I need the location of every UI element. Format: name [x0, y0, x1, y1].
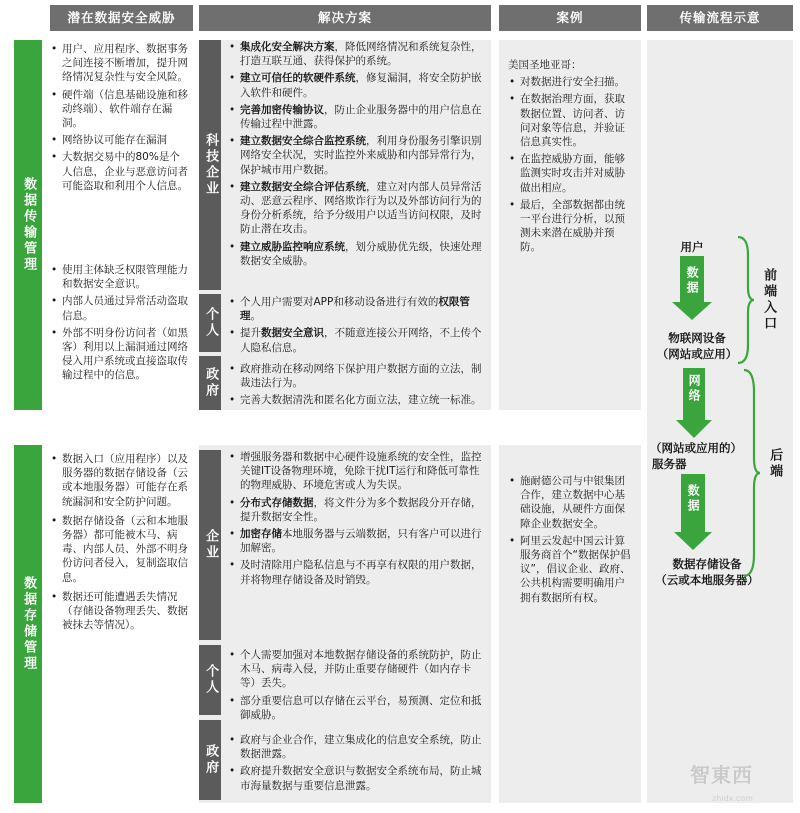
- solution-item: • 政府与企业合作，建立集成化的信息安全系统，防止数据泄露。: [228, 733, 486, 761]
- flow-panel: [647, 40, 793, 803]
- threats-transport-list-b: [50, 263, 190, 386]
- solution-item: • 建立数据安全综合监控系统，利用身份服务引擎识别网络安全状况，实时监控外来威胁和内部异常行为，保护城市用户数据。: [228, 134, 486, 177]
- solution-item: • 个人用户需要对APP和移动设备进行有效的权限管理。: [228, 295, 486, 323]
- threat-item: • 硬件端（信息基础设施和移动终端）、软件端存在漏洞。: [50, 88, 190, 131]
- actor-government-storage: 政府: [199, 720, 221, 800]
- solution-item: • 部分重要信息可以存储在云平台，易预测、定位和抵御威胁。: [228, 694, 486, 722]
- case-transport-intro: 美国圣地亚哥：: [508, 59, 582, 71]
- actor-government-transport: 政府: [199, 356, 221, 410]
- case-item: • 在监控威胁方面，能够监测实时攻击并对威胁做出相应。: [508, 152, 634, 195]
- solution-item: • 建立可信任的软硬件系统，修复漏洞，将安全防护嵌入软件和硬件。: [228, 71, 486, 99]
- case-item: • 施耐德公司与中银集团合作，建立数据中心基础设施，从硬件方面保障企业数据安全。: [508, 474, 634, 531]
- solution-item: • 分布式存储数据，将文件分为多个数据段分开存储，提升数据安全性。: [228, 496, 486, 524]
- solution-item: • 政府提升数据安全意识与数据安全系统布局，防止城市海量数据与重要信息泄露。: [228, 764, 486, 792]
- solutions-personal-storage-list: [228, 648, 486, 725]
- header-cases: 案例: [499, 5, 641, 31]
- solution-item: • 加密存储本地服务器与云端数据，只有客户可以进行加解密。: [228, 527, 486, 555]
- case-storage-block: [508, 474, 634, 608]
- solution-item: • 提升数据安全意识，不随意连接公开网络，不上传个人隐私信息。: [228, 326, 486, 354]
- threat-item: • 用户、应用程序、数据事务之间连接不断增加，提升网络情况复杂性与安全风险。: [50, 42, 190, 85]
- flow-data-2: 数据: [686, 484, 701, 514]
- solution-item: • 建立威胁监控响应系统，划分威胁优先级，快速处理数据安全威胁。: [228, 240, 486, 268]
- frontend-bracket-icon: [734, 235, 756, 365]
- actor-tech-enterprise: 科技企业: [199, 40, 221, 290]
- threat-item: • 外部不明身份访问者（如黑客）利用以上漏洞通过网络侵入用户系统或直接盗取传输过程中的信息。: [50, 326, 190, 383]
- solutions-government-storage-list: [228, 733, 486, 796]
- solutions-government-transport-list: [228, 362, 486, 411]
- header-solutions: 解决方案: [199, 5, 491, 31]
- threat-item: • 使用主体缺乏权限管理能力和数据安全意识。: [50, 263, 190, 291]
- flow-frontend-label: 前端入口: [761, 268, 777, 332]
- threat-item: • 内部人员通过异常活动盗取信息。: [50, 294, 190, 322]
- solutions-tech-enterprise-list: [228, 40, 486, 271]
- threats-storage-list: [50, 452, 190, 637]
- section-transport-label: 数据传输管理: [14, 40, 42, 410]
- threat-item: • 网络协议可能存在漏洞: [50, 133, 190, 147]
- backend-bracket-icon: [740, 368, 762, 578]
- watermark-logo: 智東西: [690, 763, 753, 787]
- solution-item: • 增强服务器和数据中心硬件设施系统的安全性，监控关键IT设备物理环境，免除干扰IT运行和降低可靠性的物理威胁、环境危害或人为失误。: [228, 450, 486, 493]
- case-item: • 阿里云发起中国云计算服务商首个“数据保护倡议”，倡议企业、政府、公共机构需要明确用户拥有数据所有权。: [508, 534, 634, 605]
- threat-item: • 大数据交易中的80%是个人信息，企业与恶意访问者可能盗取和利用个人信息。: [50, 150, 190, 193]
- section-storage-label: 数据存储管理: [14, 445, 42, 803]
- flow-network: 网络: [687, 374, 702, 404]
- case-item: • 最后，全部数据都由统一平台进行分析，以预测未来潜在威胁并预防。: [508, 198, 634, 255]
- case-item: • 在数据治理方面，获取数据位置、访问者、访问对象等信息，并验证信息真实性。: [508, 92, 634, 149]
- case-item: • 对数据进行安全扫描。: [508, 75, 634, 89]
- solutions-personal-transport-list: [228, 295, 486, 358]
- threat-item: • 数据入口（应用程序）以及服务器的数据存储设备（云或本地服务器）可能存在系统漏洞和安全防护问题。: [50, 452, 190, 509]
- solutions-enterprise-storage-list: [228, 450, 486, 590]
- flow-iot-device: 物联网设备 （网站或应用）: [656, 331, 738, 361]
- flow-user: 用户: [680, 240, 704, 254]
- threat-item: • 数据还可能遭遇丢失情况（存储设备物理丢失、数据被抹去等情况）。: [50, 590, 190, 633]
- solution-item: • 集成化安全解决方案，降低网络情况和系统复杂性，打造互联互通、获得保护的系统。: [228, 40, 486, 68]
- actor-personal-transport: 个人: [199, 294, 221, 352]
- solution-item: • 建立数据安全综合评估系统，建立对内部人员异常活动、恶意云程序、网络欺诈行为以及外部访问行为的身份分析系统，给予分级用户以适当访问权限，及时防止潜在攻击。: [228, 180, 486, 237]
- threat-item: • 数据存储设备（云和本地服务器）都可能被木马、病毒、内部人员、外部不明身份访问者侵入，复制盗取信息。: [50, 514, 190, 585]
- flow-storage-device: 数据存储设备 （云或本地服务器）: [655, 557, 759, 587]
- header-threats: 潜在数据安全威胁: [50, 5, 193, 31]
- threats-transport-list-a: [50, 42, 190, 196]
- solution-item: • 完善加密传输协议，防止企业服务器中的用户信息在传输过程中泄露。: [228, 103, 486, 131]
- watermark-sub: zhidx.com: [712, 794, 753, 803]
- flow-backend-label: 后端: [767, 448, 783, 480]
- flow-data-1: 数据: [685, 266, 700, 296]
- solution-item: • 政府推动在移动网络下保护用户数据方面的立法，制裁违法行为。: [228, 362, 486, 390]
- flow-server: （网站或应用的） 服务器: [650, 441, 742, 471]
- header-flow: 传输流程示意: [647, 5, 793, 31]
- solution-item: • 个人需要加强对本地数据存储设备的系统防护，防止木马、病毒入侵，并防止重要存储硬件（如内存卡等）丢失。: [228, 648, 486, 691]
- solution-item: • 及时清除用户隐私信息与不再享有权限的用户数据，并将物理存储设备及时销毁。: [228, 558, 486, 586]
- solution-item: • 完善大数据清洗和匿名化方面立法，建立统一标准。: [228, 393, 486, 407]
- actor-enterprise-storage: 企业: [199, 450, 221, 640]
- case-transport-block: [508, 58, 634, 258]
- actor-personal-storage: 个人: [199, 645, 221, 715]
